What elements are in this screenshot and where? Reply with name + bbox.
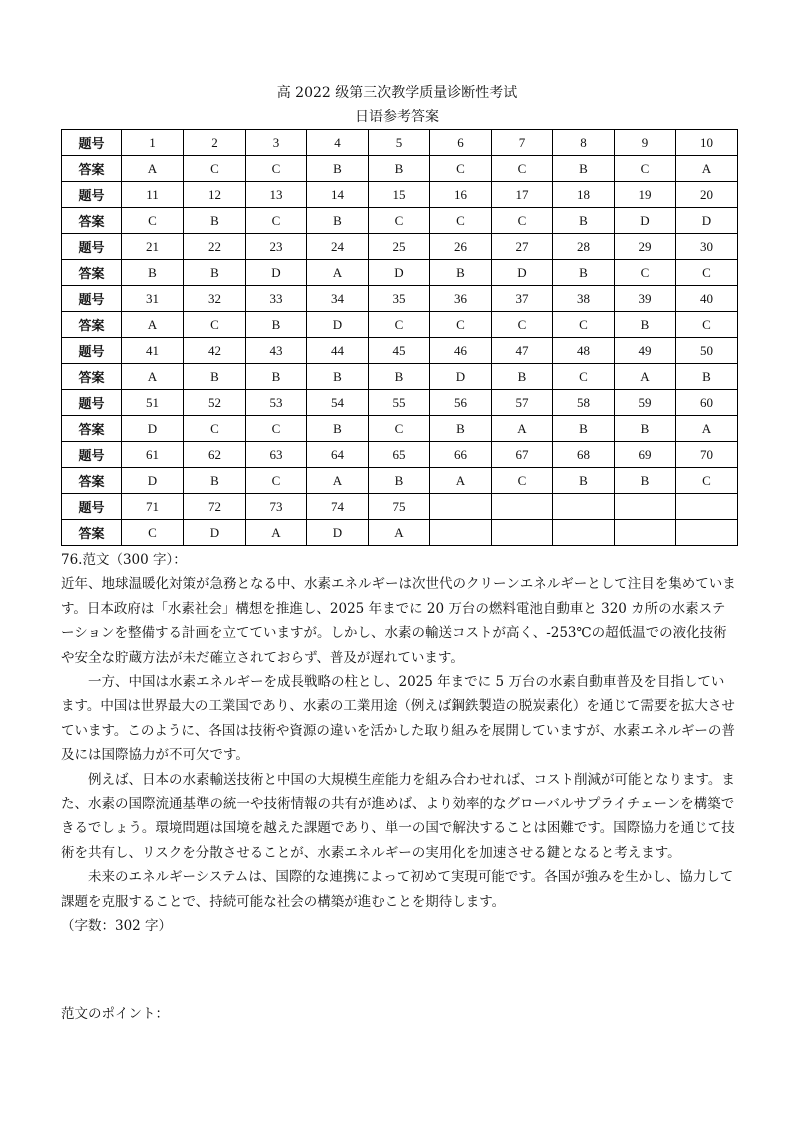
question-number-cell: 51: [122, 390, 184, 416]
question-number-cell: 28: [553, 234, 615, 260]
question-number-cell: 67: [492, 442, 553, 468]
answer-cell: B: [615, 416, 676, 442]
question-number-cell: 29: [615, 234, 676, 260]
question-row: [62, 390, 738, 416]
answer-cell: B: [676, 364, 738, 390]
answer-cell: B: [369, 364, 430, 390]
question-number-cell: 49: [615, 338, 676, 364]
question-row: [62, 494, 738, 520]
question-number-cell: 21: [122, 234, 184, 260]
question-number-cell: [430, 494, 492, 520]
answer-cell: D: [676, 208, 738, 234]
answer-cell: C: [430, 312, 492, 338]
answer-row: [62, 416, 738, 442]
answer-row: [62, 156, 738, 182]
answer-row: [62, 364, 738, 390]
question-number-cell: 7: [492, 130, 553, 156]
answer-cell: C: [492, 156, 553, 182]
model-essay: [61, 548, 737, 939]
answer-cell: C: [492, 468, 553, 494]
answer-cell: C: [676, 260, 738, 286]
question-number-cell: 37: [492, 286, 553, 312]
question-number-cell: 40: [676, 286, 738, 312]
question-number-cell: 9: [615, 130, 676, 156]
answer-cell: A: [369, 520, 430, 546]
question-number-cell: 26: [430, 234, 492, 260]
essay-paragraph-1: 近年、地球温暖化対策が急務となる中、水素エネルギーは次世代のクリーンエネルギーとして注目を集めています。日本政府は「水素社会」構想を推進し、2025 年までに 20 万台の燃料電池自動車と 320 カ所の水素ステーションを整備する計画を立てていますが。しかし、水素の輸送コストが高く、-253℃の超低温での液化技術や安全な貯蔵方法が未だ確立されておらず、普及が遅れています。: [61, 576, 736, 666]
question-number-cell: 56: [430, 390, 492, 416]
question-number-cell: 46: [430, 338, 492, 364]
answer-cell: C: [430, 208, 492, 234]
question-number-cell: 59: [615, 390, 676, 416]
question-number-cell: 38: [553, 286, 615, 312]
answer-table: [61, 129, 738, 546]
question-number-cell: 66: [430, 442, 492, 468]
question-number-cell: 58: [553, 390, 615, 416]
question-row: [62, 182, 738, 208]
question-number-cell: 27: [492, 234, 553, 260]
answer-cell: B: [122, 260, 184, 286]
answer-cell: C: [369, 416, 430, 442]
question-number-cell: 55: [369, 390, 430, 416]
question-number-cell: 33: [246, 286, 307, 312]
question-number-cell: 31: [122, 286, 184, 312]
question-number-cell: 8: [553, 130, 615, 156]
question-number-cell: 12: [184, 182, 246, 208]
question-row: [62, 442, 738, 468]
answer-cell: B: [553, 208, 615, 234]
question-number-cell: 63: [246, 442, 307, 468]
answer-cell: A: [122, 364, 184, 390]
question-number-cell: 17: [492, 182, 553, 208]
question-number-cell: 25: [369, 234, 430, 260]
answer-cell: B: [184, 364, 246, 390]
answer-cell: A: [246, 520, 307, 546]
answer-row-label: 答案: [62, 364, 122, 390]
answer-cell: C: [246, 156, 307, 182]
answer-cell: C: [492, 208, 553, 234]
question-number-cell: 6: [430, 130, 492, 156]
answer-cell: D: [492, 260, 553, 286]
answer-cell: [430, 520, 492, 546]
answer-table-body: [62, 130, 738, 546]
question-number-cell: 20: [676, 182, 738, 208]
question-number-cell: 1: [122, 130, 184, 156]
answer-cell: [676, 520, 738, 546]
answer-cell: D: [307, 520, 369, 546]
answer-cell: C: [615, 260, 676, 286]
essay-heading: 76.范文（300 字）：: [61, 552, 187, 568]
answer-cell: D: [122, 468, 184, 494]
answer-cell: C: [184, 312, 246, 338]
answer-cell: C: [553, 364, 615, 390]
answer-cell: C: [676, 312, 738, 338]
answer-cell: C: [676, 468, 738, 494]
question-number-cell: 45: [369, 338, 430, 364]
question-number-cell: 54: [307, 390, 369, 416]
answer-row-label: 答案: [62, 156, 122, 182]
question-row: [62, 130, 738, 156]
question-number-cell: 14: [307, 182, 369, 208]
answer-cell: D: [122, 416, 184, 442]
answer-row: [62, 468, 738, 494]
question-number-cell: 64: [307, 442, 369, 468]
question-number-cell: 72: [184, 494, 246, 520]
question-number-cell: 4: [307, 130, 369, 156]
answer-cell: A: [430, 468, 492, 494]
answer-cell: B: [307, 208, 369, 234]
answer-cell: B: [184, 468, 246, 494]
question-number-cell: 11: [122, 182, 184, 208]
answer-cell: C: [184, 416, 246, 442]
answer-cell: A: [615, 364, 676, 390]
answer-cell: D: [307, 312, 369, 338]
question-number-cell: 47: [492, 338, 553, 364]
answer-cell: B: [492, 364, 553, 390]
answer-cell: D: [369, 260, 430, 286]
answer-row-label: 答案: [62, 208, 122, 234]
question-row: [62, 286, 738, 312]
answer-row-label: 答案: [62, 260, 122, 286]
question-number-cell: 24: [307, 234, 369, 260]
question-number-cell: 70: [676, 442, 738, 468]
question-row: [62, 338, 738, 364]
answer-cell: B: [307, 156, 369, 182]
answer-row-label: 答案: [62, 468, 122, 494]
question-number-cell: 32: [184, 286, 246, 312]
question-number-cell: 39: [615, 286, 676, 312]
answer-cell: B: [369, 156, 430, 182]
answer-cell: B: [615, 312, 676, 338]
answer-cell: B: [553, 260, 615, 286]
answer-cell: A: [307, 260, 369, 286]
question-number-cell: [553, 494, 615, 520]
question-row-label: 题号: [62, 442, 122, 468]
essay-paragraph-4: 未来のエネルギーシステムは、国際的な連携によって初めて実現可能です。各国が強みを生かし、協力して課題を克服することで、持続可能な社会の構築が進むことを期待します。: [61, 869, 734, 910]
answer-cell: D: [615, 208, 676, 234]
question-number-cell: 61: [122, 442, 184, 468]
question-row-label: 题号: [62, 338, 122, 364]
question-number-cell: 2: [184, 130, 246, 156]
essay-paragraph-3: 例えば、日本の水素輸送技術と中国の大規模生産能力を組み合わせれば、コスト削減が可能となります。また、水素の国際流通基準の統一や技術情報の共有が進めば、より効率的なグローバルサプライチェーンを構築できるでしょう。環境問題は国境を越えた課題であり、単一の国で解決することは困難です。国際協力を通じて技術を共有し、リスクを分散させることが、水素エネルギーの実用化を加速させる鍵となると考えます。: [61, 771, 735, 861]
question-number-cell: 10: [676, 130, 738, 156]
answer-cell: A: [676, 156, 738, 182]
question-number-cell: 15: [369, 182, 430, 208]
answer-cell: A: [122, 312, 184, 338]
question-number-cell: 74: [307, 494, 369, 520]
answer-row: [62, 208, 738, 234]
question-number-cell: 41: [122, 338, 184, 364]
answer-cell: C: [553, 312, 615, 338]
answer-cell: B: [430, 260, 492, 286]
answer-cell: C: [369, 312, 430, 338]
question-row-label: 题号: [62, 390, 122, 416]
answer-cell: C: [246, 208, 307, 234]
answer-cell: B: [246, 312, 307, 338]
question-number-cell: 19: [615, 182, 676, 208]
question-row-label: 题号: [62, 130, 122, 156]
question-row-label: 题号: [62, 494, 122, 520]
question-number-cell: 23: [246, 234, 307, 260]
question-number-cell: [492, 494, 553, 520]
question-row-label: 题号: [62, 234, 122, 260]
document-subtitle: 日语参考答案: [355, 109, 439, 125]
answer-cell: [492, 520, 553, 546]
answer-row: [62, 260, 738, 286]
question-number-cell: 5: [369, 130, 430, 156]
question-number-cell: 50: [676, 338, 738, 364]
question-number-cell: 18: [553, 182, 615, 208]
question-number-cell: 44: [307, 338, 369, 364]
question-number-cell: 60: [676, 390, 738, 416]
answer-cell: B: [369, 468, 430, 494]
answer-cell: D: [184, 520, 246, 546]
essay-paragraph-2: 一方、中国は水素エネルギーを成長戦略の柱とし、2025 年までに 5 万台の水素自動車普及を目指しています。中国は世界最大の工業国であり、水素の工業用途（例えば鋼鉄製造の脱炭素化）を通じて需要を拡大させています。このように、各国は技術や資源の違いを活かした取り組みを展開していますが、水素エネルギーの普及には国際協力が不可欠です。: [61, 674, 735, 764]
question-row: [62, 234, 738, 260]
question-number-cell: 75: [369, 494, 430, 520]
answer-cell: C: [430, 156, 492, 182]
answer-cell: C: [369, 208, 430, 234]
answer-cell: [553, 520, 615, 546]
question-number-cell: 62: [184, 442, 246, 468]
question-row-label: 题号: [62, 286, 122, 312]
essay-points-heading: 范文のポイント：: [61, 1006, 169, 1022]
question-number-cell: 35: [369, 286, 430, 312]
question-number-cell: 53: [246, 390, 307, 416]
answer-cell: B: [553, 156, 615, 182]
answer-cell: A: [492, 416, 553, 442]
answer-cell: B: [615, 468, 676, 494]
answer-cell: C: [246, 468, 307, 494]
question-row-label: 题号: [62, 182, 122, 208]
answer-cell: C: [122, 520, 184, 546]
answer-cell: B: [184, 208, 246, 234]
answer-cell: D: [430, 364, 492, 390]
question-number-cell: 68: [553, 442, 615, 468]
question-number-cell: 73: [246, 494, 307, 520]
answer-cell: C: [246, 416, 307, 442]
question-number-cell: [676, 494, 738, 520]
question-number-cell: 42: [184, 338, 246, 364]
answer-row-label: 答案: [62, 416, 122, 442]
question-number-cell: 57: [492, 390, 553, 416]
answer-cell: [615, 520, 676, 546]
question-number-cell: 52: [184, 390, 246, 416]
answer-cell: B: [553, 416, 615, 442]
answer-row: [62, 520, 738, 546]
question-number-cell: 69: [615, 442, 676, 468]
essay-word-count: （字数：302 字）: [61, 918, 173, 935]
question-number-cell: 22: [184, 234, 246, 260]
question-number-cell: 16: [430, 182, 492, 208]
answer-row-label: 答案: [62, 312, 122, 338]
question-number-cell: 13: [246, 182, 307, 208]
answer-cell: B: [553, 468, 615, 494]
answer-cell: C: [184, 156, 246, 182]
answer-row-label: 答案: [62, 520, 122, 546]
answer-cell: C: [122, 208, 184, 234]
answer-cell: C: [492, 312, 553, 338]
answer-cell: D: [246, 260, 307, 286]
answer-cell: A: [122, 156, 184, 182]
question-number-cell: 36: [430, 286, 492, 312]
answer-cell: B: [307, 416, 369, 442]
document-title: 高 2022 级第三次教学质量诊断性考试: [276, 85, 518, 101]
answer-cell: C: [615, 156, 676, 182]
answer-row: [62, 312, 738, 338]
question-number-cell: 43: [246, 338, 307, 364]
question-number-cell: 65: [369, 442, 430, 468]
question-number-cell: 30: [676, 234, 738, 260]
answer-cell: B: [184, 260, 246, 286]
question-number-cell: 48: [553, 338, 615, 364]
question-number-cell: 3: [246, 130, 307, 156]
answer-cell: B: [246, 364, 307, 390]
question-number-cell: 71: [122, 494, 184, 520]
question-number-cell: 34: [307, 286, 369, 312]
answer-cell: A: [307, 468, 369, 494]
answer-cell: B: [307, 364, 369, 390]
answer-cell: B: [430, 416, 492, 442]
question-number-cell: [615, 494, 676, 520]
answer-cell: A: [676, 416, 738, 442]
